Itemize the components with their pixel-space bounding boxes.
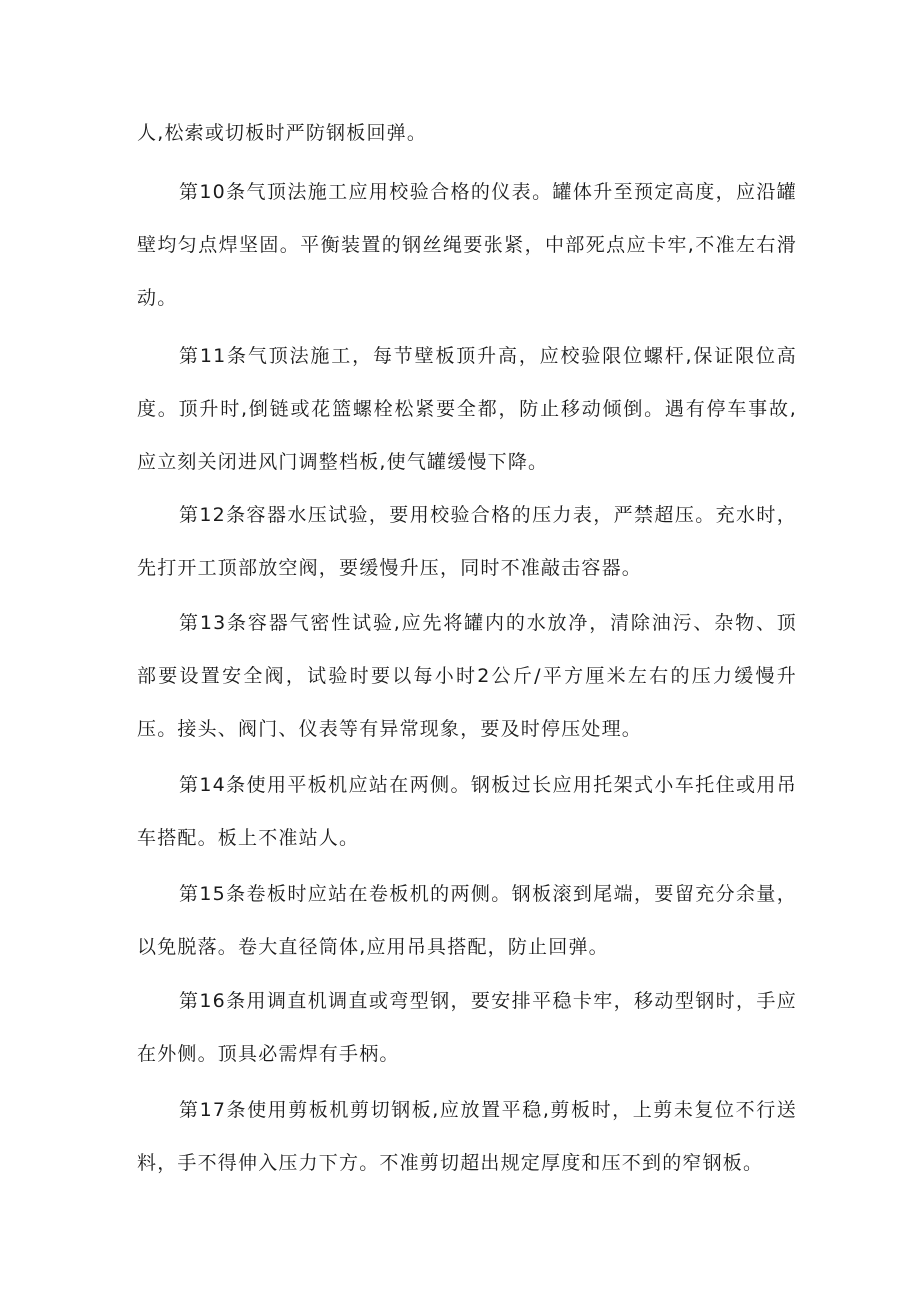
paragraph-article-14: 第14条使用平板机应站在两侧。钢板过长应用托架式小车托住或用吊车搭配。板上不准站人。 — [137, 774, 797, 849]
paragraph-article-12: 第12条容器水压试验，要用校验合格的压力表，严禁超压。充水时，先打开工顶部放空阀，要缓慢升压，同时不准敲击容器。 — [137, 504, 797, 579]
paragraph-article-16: 第16条用调直机调直或弯型钢，要安排平稳卡牢，移动型钢时，手应在外侧。顶具必需焊有手柄。 — [137, 990, 797, 1065]
paragraph-article-11: 第11条气顶法施工，每节壁板顶升高，应校验限位螺杆,保证限位高度。顶升时,倒链或花篮螺栓松紧要全都，防止移动倾倒。遇有停车事故,应立刻关闭进风门调整档板,使气罐缓慢下降。 — [137, 345, 797, 473]
paragraph-article-10: 第10条气顶法施工应用校验合格的仪表。罐体升至预定高度，应沿罐壁均匀点焊坚固。平衡装置的钢丝绳要张紧，中部死点应卡牢,不准左右滑动。 — [137, 181, 797, 309]
paragraph-continuation: 人,松索或切板时严防钢板回弹。 — [137, 122, 428, 144]
paragraph-article-15: 第15条卷板时应站在卷板机的两侧。钢板滚到尾端，要留充分余量，以免脱落。卷大直径筒体,应用吊具搭配，防止回弹。 — [137, 883, 797, 958]
paragraph-article-13: 第13条容器气密性试验,应先将罐内的水放净，清除油污、杂物、顶部要设置安全阀，试验时要以每小时2公斤/平方厘米左右的压力缓慢升压。接头、阀门、仪表等有异常现象，要及时停压处理。 — [137, 612, 797, 740]
paragraph-article-17: 第17条使用剪板机剪切钢板,应放置平稳,剪板时，上剪未复位不行送料，手不得伸入压力下方。不准剪切超出规定厚度和压不到的窄钢板。 — [137, 1099, 797, 1174]
